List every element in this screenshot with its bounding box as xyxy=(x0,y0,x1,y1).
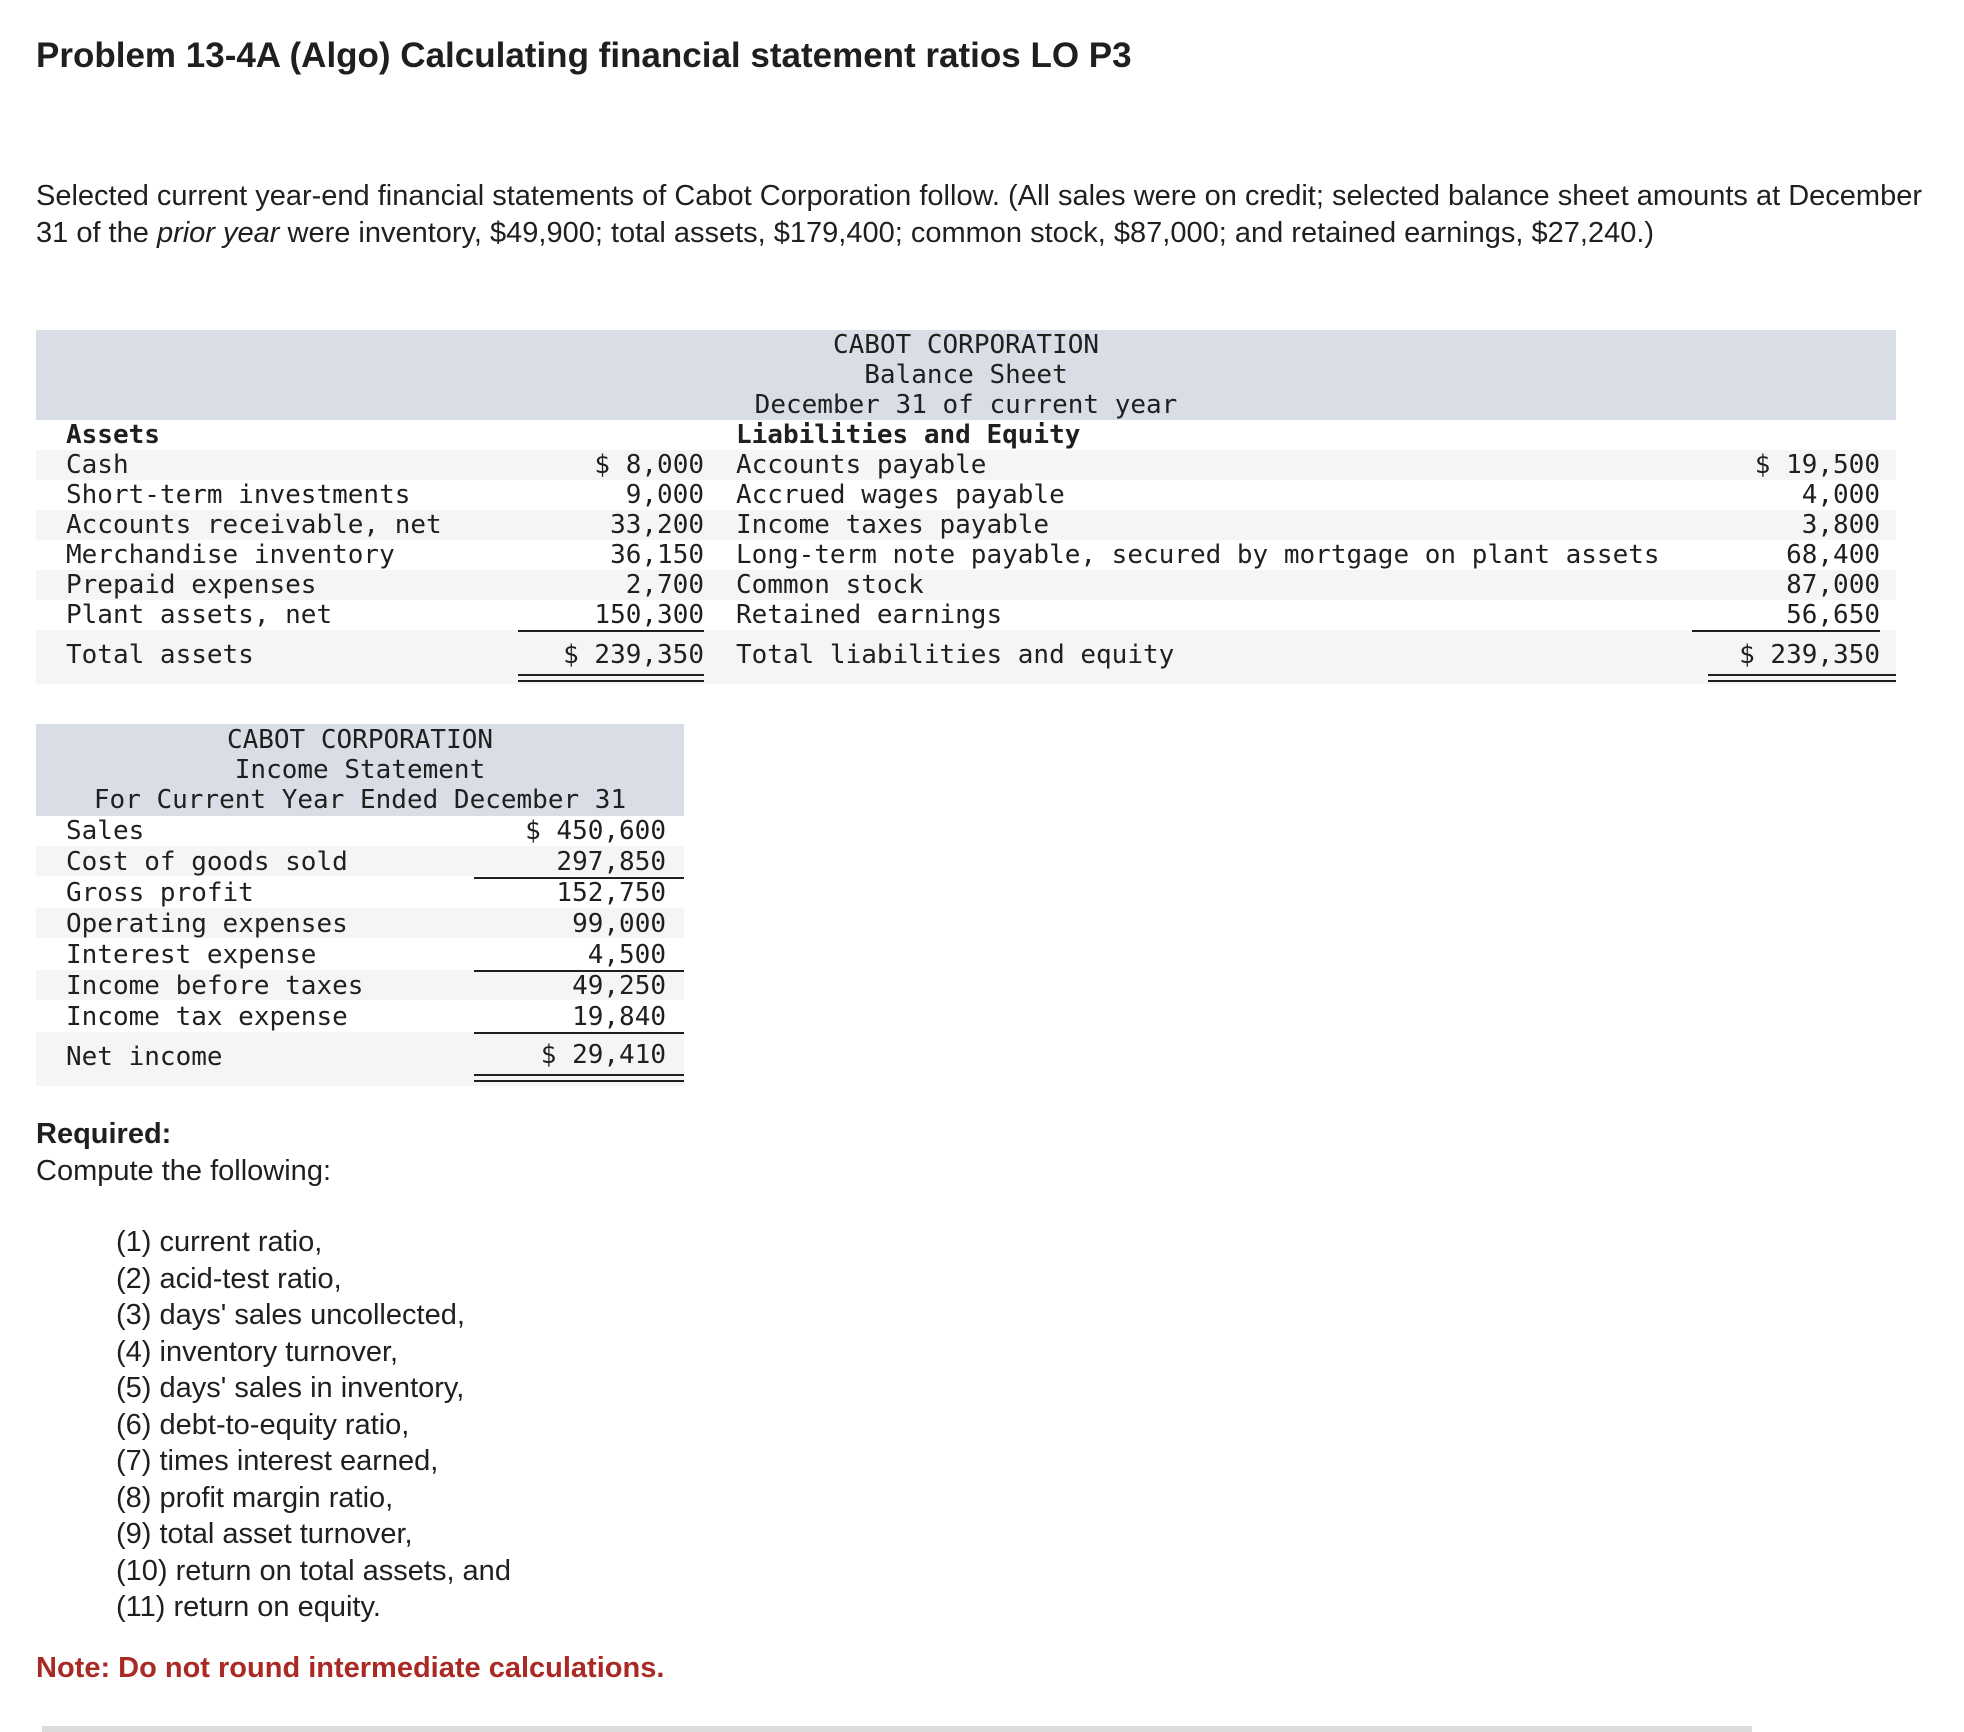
asset-label: Accounts receivable, net xyxy=(66,510,442,540)
total-assets-label: Total assets xyxy=(66,640,254,670)
income-item-label: Income before taxes xyxy=(66,971,364,1001)
liability-label: Common stock xyxy=(736,570,924,600)
income-item-label: Gross profit xyxy=(66,878,254,908)
required-item: (4) inventory turnover, xyxy=(116,1335,399,1368)
balance-sheet-table xyxy=(36,330,1896,684)
income-item-amount: 99,000 xyxy=(572,909,666,939)
bottom-divider xyxy=(42,1726,1752,1732)
required-list xyxy=(116,1224,511,1626)
total-assets-amount: $ 239,350 xyxy=(563,640,704,670)
income-statement-company: CABOT CORPORATION xyxy=(226,725,494,755)
total-liabilities-label: Total liabilities and equity xyxy=(736,640,1175,670)
note-text: Note: Do not round intermediate calculations. xyxy=(36,1652,665,1684)
asset-amount: 150,300 xyxy=(518,600,704,632)
income-item-amount: 49,250 xyxy=(572,971,666,1001)
required-item: (7) times interest earned, xyxy=(116,1445,439,1477)
intro-text-2: were inventory, $49,900; total assets, $179,400; common stock, $87,000; and retained earnings, $27,240.) xyxy=(279,217,1655,249)
income-item-label: Sales xyxy=(66,816,145,846)
liability-label: Accrued wages payable xyxy=(736,480,1065,510)
required-text: Compute the following: xyxy=(36,1155,331,1187)
liability-label: Retained earnings xyxy=(736,600,1003,630)
required-item: (9) total asset turnover, xyxy=(116,1518,413,1550)
asset-amount: $ 8,000 xyxy=(594,450,704,480)
income-statement-table xyxy=(36,724,684,1086)
required-item: (1) current ratio, xyxy=(116,1226,323,1258)
income-item-label: Operating expenses xyxy=(66,909,348,939)
net-income-label: Net income xyxy=(66,1042,223,1072)
income-item-amount: 297,850 xyxy=(474,847,684,879)
required-item: (11) return on equity. xyxy=(116,1591,381,1623)
asset-label: Merchandise inventory xyxy=(66,540,395,570)
income-item-label: Income tax expense xyxy=(66,1002,348,1032)
required-item: (10) return on total assets, and xyxy=(116,1554,511,1587)
required-item: (2) acid-test ratio, xyxy=(116,1262,342,1295)
liability-amount: 3,800 xyxy=(1801,510,1880,540)
liability-label: Income taxes payable xyxy=(736,510,1050,540)
liability-amount: 56,650 xyxy=(1692,600,1880,632)
net-income-amount: $ 29,410 xyxy=(540,1040,666,1070)
required-item: (5) days' sales in inventory, xyxy=(116,1372,465,1404)
income-statement-title: Income Statement xyxy=(234,755,486,785)
asset-amount: 9,000 xyxy=(625,480,704,510)
asset-amount: 33,200 xyxy=(610,510,704,540)
total-liabilities-amount: $ 239,350 xyxy=(1739,640,1880,670)
income-item-amount: 152,750 xyxy=(556,878,666,908)
assets-heading: Assets xyxy=(66,420,160,450)
liability-amount: 4,000 xyxy=(1801,480,1880,510)
liability-amount: 87,000 xyxy=(1786,570,1880,600)
liability-label: Long-term note payable, secured by mortgage on plant assets xyxy=(736,540,1660,570)
required-label: Required: xyxy=(36,1118,172,1150)
asset-label: Short-term investments xyxy=(66,480,411,510)
problem-intro xyxy=(36,178,1936,252)
required-item: (6) debt-to-equity ratio, xyxy=(116,1408,410,1441)
income-item-label: Interest expense xyxy=(66,940,317,970)
intro-text-1: Selected current year-end financial statements of Cabot Corporation follow. (All sales were on credit; selected balance sheet amounts at December 31 of the xyxy=(36,180,1922,249)
balance-sheet-title: Balance Sheet xyxy=(864,360,1068,390)
income-statement-header xyxy=(36,724,684,816)
balance-sheet-date: December 31 of current year xyxy=(754,390,1178,420)
liability-amount: $ 19,500 xyxy=(1754,450,1880,480)
balance-sheet-company: CABOT CORPORATION xyxy=(832,330,1100,360)
asset-amount: 2,700 xyxy=(625,570,704,600)
asset-amount: 36,150 xyxy=(610,540,704,570)
liability-amount: 68,400 xyxy=(1786,540,1880,570)
page-title: Problem 13-4A (Algo) Calculating financial statement ratios LO P3 xyxy=(36,36,1132,75)
intro-emphasis: prior year xyxy=(156,217,280,249)
income-item-amount: 4,500 xyxy=(474,940,684,972)
required-item: (3) days' sales uncollected, xyxy=(116,1299,465,1331)
liabilities-heading: Liabilities and Equity xyxy=(736,420,1081,450)
income-statement-period: For Current Year Ended December 31 xyxy=(93,785,627,815)
balance-sheet-header xyxy=(36,330,1896,420)
asset-label: Cash xyxy=(66,450,129,480)
asset-label: Prepaid expenses xyxy=(66,570,317,600)
required-item: (8) profit margin ratio, xyxy=(116,1481,394,1514)
income-item-amount: 19,840 xyxy=(474,1002,684,1034)
asset-label: Plant assets, net xyxy=(66,600,333,630)
liability-label: Accounts payable xyxy=(736,450,987,480)
income-item-amount: $ 450,600 xyxy=(525,816,666,846)
income-item-label: Cost of goods sold xyxy=(66,847,348,877)
